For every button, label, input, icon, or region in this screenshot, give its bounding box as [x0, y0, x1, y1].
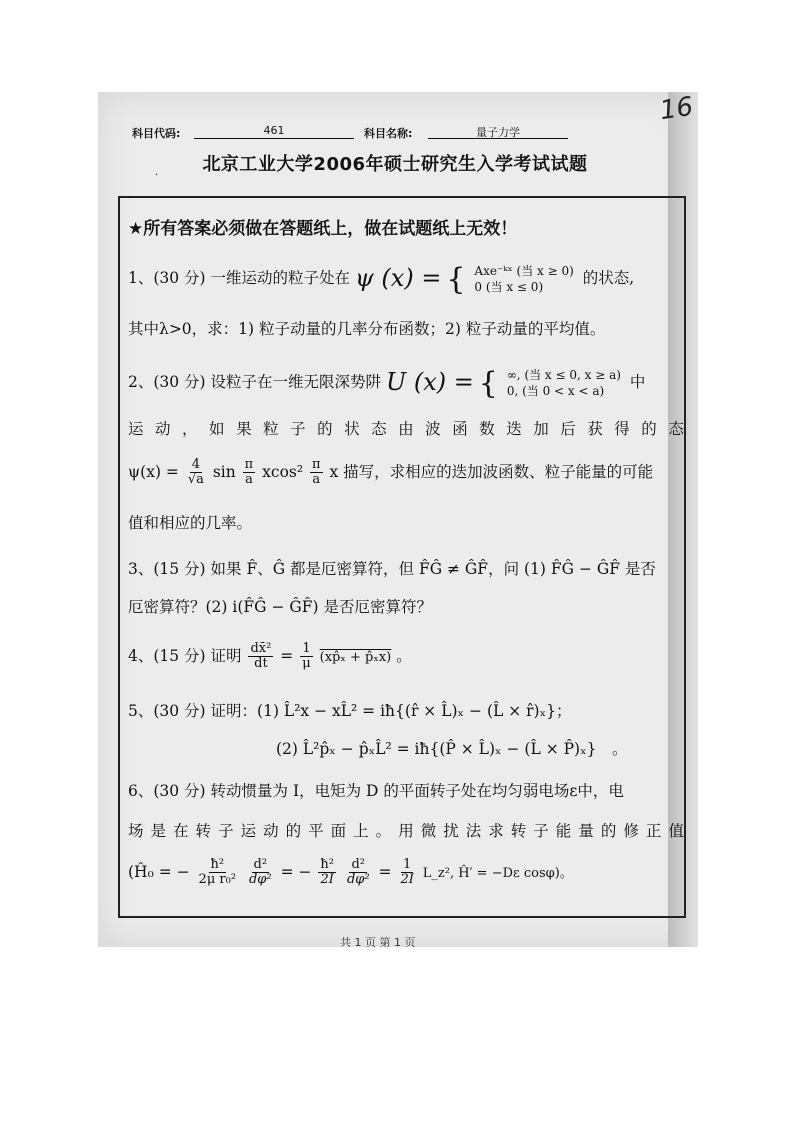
q6-line2-char: 。: [375, 822, 392, 840]
q6-line2-char: 动: [263, 822, 279, 840]
q6-line2-char: 的: [600, 822, 617, 840]
q6-line2-char: 转: [195, 822, 212, 840]
q2-psi: ψ(x) =: [128, 462, 179, 481]
q4-frac2: [300, 642, 312, 672]
q4-line: [128, 642, 688, 672]
q4-tail: (xp̂ₓ + p̂ₓx): [319, 649, 392, 665]
q2-frac1-den: √a: [187, 472, 204, 488]
q2-sin: sin: [212, 462, 236, 481]
q6-line2-char: 转: [510, 822, 527, 840]
q3-line2: 厄密算符？(2) i(F̂Ĝ − ĜF̂) 是否厄密算符？: [128, 598, 432, 616]
q2-U: U (x) =: [385, 368, 474, 396]
q2-suffix: 中: [629, 373, 646, 391]
subject-code-value: 461: [194, 124, 354, 139]
q2-case1: ∞, (当 x ≤ 0, x ≥ a): [506, 367, 621, 382]
handwritten-page-number: 16: [658, 91, 696, 127]
q6-frac4-den: dφ²: [346, 872, 370, 888]
q4-frac1-den: dt: [254, 656, 268, 672]
q6-frac5: [398, 858, 415, 888]
q1-suffix: 的状态,: [582, 269, 635, 287]
q2-xcos: xcos²: [262, 462, 304, 481]
q2-case2: 0, (当 0 < x < a): [506, 384, 605, 398]
q2-line2-char: 得: [614, 420, 630, 438]
q6-eq1: = −: [280, 862, 312, 881]
q5-line1: 5、(30 分) 证明：(1) L̂²x − xL̂² = iħ{(r̂ × L̂)ₓ − (L̂ × r̂)ₓ}；: [128, 702, 572, 720]
q6-line1: 6、(30 分) 转动惯量为 I，电矩为 D 的平面转子处在均匀弱电场ε中，电: [128, 782, 624, 800]
q6-line2-char: 场: [128, 822, 144, 840]
q6-frac1-num: ħ²: [210, 857, 225, 872]
q5-line2: (2) L̂²p̂ₓ − p̂ₓL̂² = iħ{(P̂ × L̂)ₓ − (L̂ × P̂)ₓ} 。: [276, 740, 628, 758]
q2-line2-char: 态: [668, 420, 684, 438]
q2-line2-char: 子: [290, 420, 306, 438]
q1-case1: Axe⁻ᵏˣ (当 x ≥ 0): [474, 263, 574, 278]
q2-frac1: [186, 458, 206, 488]
q6-frac5-num: 1: [403, 857, 412, 872]
exam-title: 北京工业大学2006年硕士研究生入学考试试题: [202, 154, 588, 175]
q4-frac1: [248, 642, 273, 672]
scan-speck: ·: [155, 170, 159, 181]
q4-frac1-num: dx̄²: [250, 641, 272, 656]
notice-text: ★所有答案必须做在答题纸上，做在试题纸上无效！: [128, 219, 518, 239]
q2-line2-char: 运: [128, 420, 144, 438]
q2-frac3-den: a: [312, 472, 321, 488]
q2-frac1-num: 4: [191, 457, 200, 472]
q6-line2-char: 扰: [443, 822, 459, 840]
subject-name-value: 量子力学: [428, 124, 568, 139]
q1-psi: ψ (x) =: [354, 264, 442, 292]
q6-frac1-den: 2μ r₀²: [198, 872, 237, 888]
q2-line2-char: 波: [425, 420, 441, 438]
q6-line2-char: 用: [398, 822, 414, 840]
q6-line2-char: 子: [533, 822, 549, 840]
q2-prefix: 2、(30 分) 设粒子在一维无限深势阱: [128, 373, 382, 391]
q6-line2-char: 求: [488, 822, 504, 840]
q4-frac2-den: μ: [302, 656, 311, 672]
page-footer: 共 1 页 第 1 页: [340, 936, 416, 949]
q2-line2-char: 粒: [263, 420, 279, 438]
q6-line2: [128, 822, 684, 841]
q6-frac2-den: dφ²: [248, 872, 272, 888]
q6-line2-char: 修: [623, 822, 639, 840]
q1-prefix: 1、(30 分) 一维运动的粒子处在: [128, 269, 351, 287]
subject-name-label: 科目名称:: [364, 127, 413, 140]
q6-line2-char: 微: [420, 822, 437, 840]
q2-frac2-num: π: [244, 457, 254, 472]
q1-brace: {: [446, 262, 466, 297]
q2-line2-char: 迭: [506, 420, 522, 438]
q2-line2-char: 后: [560, 420, 576, 438]
q6-frac2: [247, 858, 274, 888]
subject-code-label: 科目代码:: [132, 127, 181, 140]
q2-line4: 值和相应的几率。: [128, 514, 253, 532]
q2-line2: [128, 420, 684, 439]
q6-line2-char: 量: [578, 822, 594, 840]
q6-line2-char: 在: [173, 822, 189, 840]
q6-frac3-num: ħ²: [320, 857, 334, 872]
q6-frac3: [318, 858, 336, 888]
q6-frac5-den: 2I: [400, 872, 414, 888]
q1-case2: 0 (当 x ≤ 0): [474, 280, 544, 294]
q1-cases: [474, 263, 573, 295]
q2-frac2-den: a: [245, 472, 253, 488]
exam-frame: [118, 196, 686, 918]
q6-line2-char: 法: [465, 822, 482, 840]
q6-frac4-num: d²: [351, 857, 366, 872]
q6-line2-char: 正: [645, 822, 662, 840]
q2-line2-char: 果: [236, 420, 252, 438]
q2-line2-char: 的: [317, 420, 333, 438]
q6-open: (Ĥ₀ = −: [128, 862, 190, 881]
q2-line2-char: 由: [398, 420, 414, 438]
q2-line2-char: 如: [209, 420, 225, 438]
q2-line2-char: 动: [155, 420, 171, 438]
q6-line2-char: 面: [330, 822, 347, 840]
q2-line2-char: 函: [452, 420, 468, 438]
q2-line3: [128, 458, 688, 488]
q2-cases: [507, 367, 621, 399]
q1-line1: [128, 262, 688, 298]
q6-line2-char: 是: [150, 822, 167, 840]
q2-line2-char: 获: [587, 420, 603, 438]
q2-frac3: [310, 458, 323, 488]
q1-line2: 其中λ>0，求：1) 粒子动量的几率分布函数；2) 粒子动量的平均值。: [128, 320, 606, 338]
q4-eq: =: [280, 646, 294, 665]
q6-line2-char: 值: [668, 822, 684, 840]
q6-frac1: [197, 858, 239, 888]
q6-line2-char: 平: [308, 822, 324, 840]
q6-line3: [128, 858, 688, 888]
q2-frac3-num: π: [312, 457, 321, 472]
q2-line2-char: 状: [344, 420, 360, 438]
q2-line2-char: 的: [641, 420, 657, 438]
q6-line2-char: 的: [285, 822, 302, 840]
q2-line2-char: 数: [479, 420, 495, 438]
q4-frac2-num: 1: [302, 641, 311, 656]
q3-line1: 3、(15 分) 如果 F̂、Ĝ 都是厄密算符，但 F̂Ĝ ≠ ĜF̂，问 (1) F̂Ĝ − ĜF̂ 是否: [128, 560, 656, 578]
q6-tail: L_z², Ĥ′ = −Dε cosφ)。: [422, 865, 573, 881]
q4-prefix: 4、(15 分) 证明: [128, 646, 242, 665]
q6-line2-char: 运: [240, 822, 257, 840]
q6-frac2-num: d²: [253, 857, 268, 872]
q6-line2-char: 子: [218, 822, 234, 840]
q6-frac4: [345, 858, 372, 888]
q2-brace: {: [478, 366, 498, 401]
header-row: [132, 122, 592, 144]
q6-line2-char: 能: [555, 822, 572, 840]
q6-eq2: =: [378, 862, 392, 881]
q4-end: 。: [396, 646, 412, 665]
q2-line1: [128, 366, 688, 402]
q6-line2-char: 上: [353, 822, 369, 840]
q6-frac3-den: 2I: [320, 872, 334, 888]
q2-line2-char: 态: [371, 420, 387, 438]
q2-line2-char: ，: [182, 420, 198, 438]
q2-line3-suffix: x 描写，求相应的迭加波函数、粒子能量的可能: [329, 462, 654, 481]
q2-line2-char: 加: [533, 420, 549, 438]
q2-frac2: [243, 458, 256, 488]
